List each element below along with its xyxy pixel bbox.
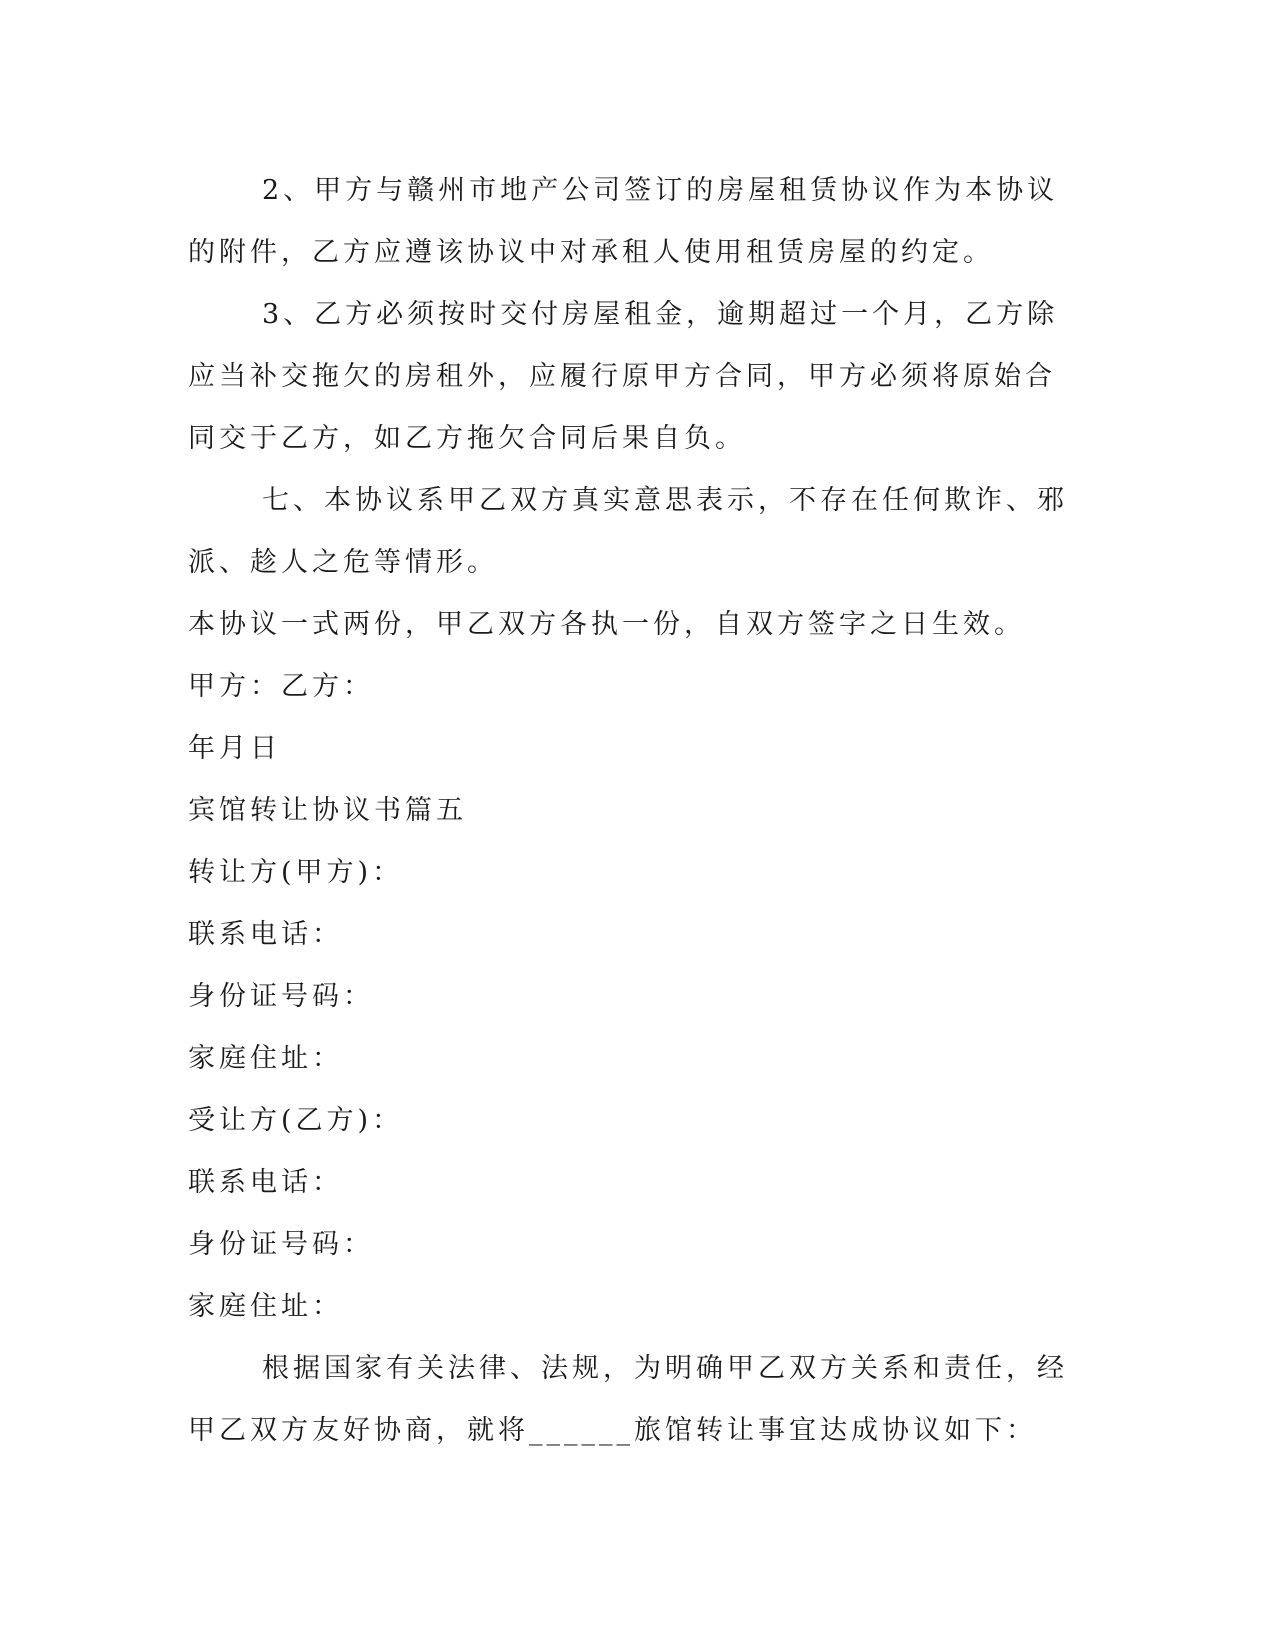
transferee-id-label: 身份证号码： xyxy=(188,1229,374,1260)
document-body xyxy=(188,160,1068,1462)
transferor-id-label: 身份证号码： xyxy=(188,981,374,1012)
clause-3-paragraph: 3、乙方必须按时交付房屋租金，逾期超过一个月，乙方除应当补交拖欠的房租外，应履行原甲方合同，甲方必须将原始合同交于乙方，如乙方拖欠合同后果自负。 xyxy=(188,299,1059,454)
copies-statement: 本协议一式两份，甲乙双方各执一份，自双方签字之日生效。 xyxy=(188,609,1025,640)
transferee-address-label: 家庭住址： xyxy=(188,1291,343,1322)
section-title: 宾馆转让协议书篇五 xyxy=(188,795,467,826)
transferor-address-label: 家庭住址： xyxy=(188,1043,343,1074)
signature-parties-line: 甲方：乙方： xyxy=(188,671,374,702)
transferor-phone-label: 联系电话： xyxy=(188,919,343,950)
transferor-label: 转让方(甲方)： xyxy=(188,857,404,888)
transferee-phone-label: 联系电话： xyxy=(188,1167,343,1198)
transferee-label: 受让方(乙方)： xyxy=(188,1105,404,1136)
date-line: 年月日 xyxy=(188,733,281,764)
clause-7-paragraph: 七、本协议系甲乙双方真实意思表示，不存在任何欺诈、邪派、趁人之危等情形。 xyxy=(188,485,1068,578)
clause-2-paragraph: 2、甲方与赣州市地产公司签订的房屋租赁协议作为本协议的附件，乙方应遵该协议中对承租人使用租赁房屋的约定。 xyxy=(188,175,1059,268)
preamble-paragraph: 根据国家有关法律、法规，为明确甲乙双方关系和责任，经甲乙双方友好协商，就将______旅馆转让事宜达成协议如下： xyxy=(188,1353,1068,1446)
